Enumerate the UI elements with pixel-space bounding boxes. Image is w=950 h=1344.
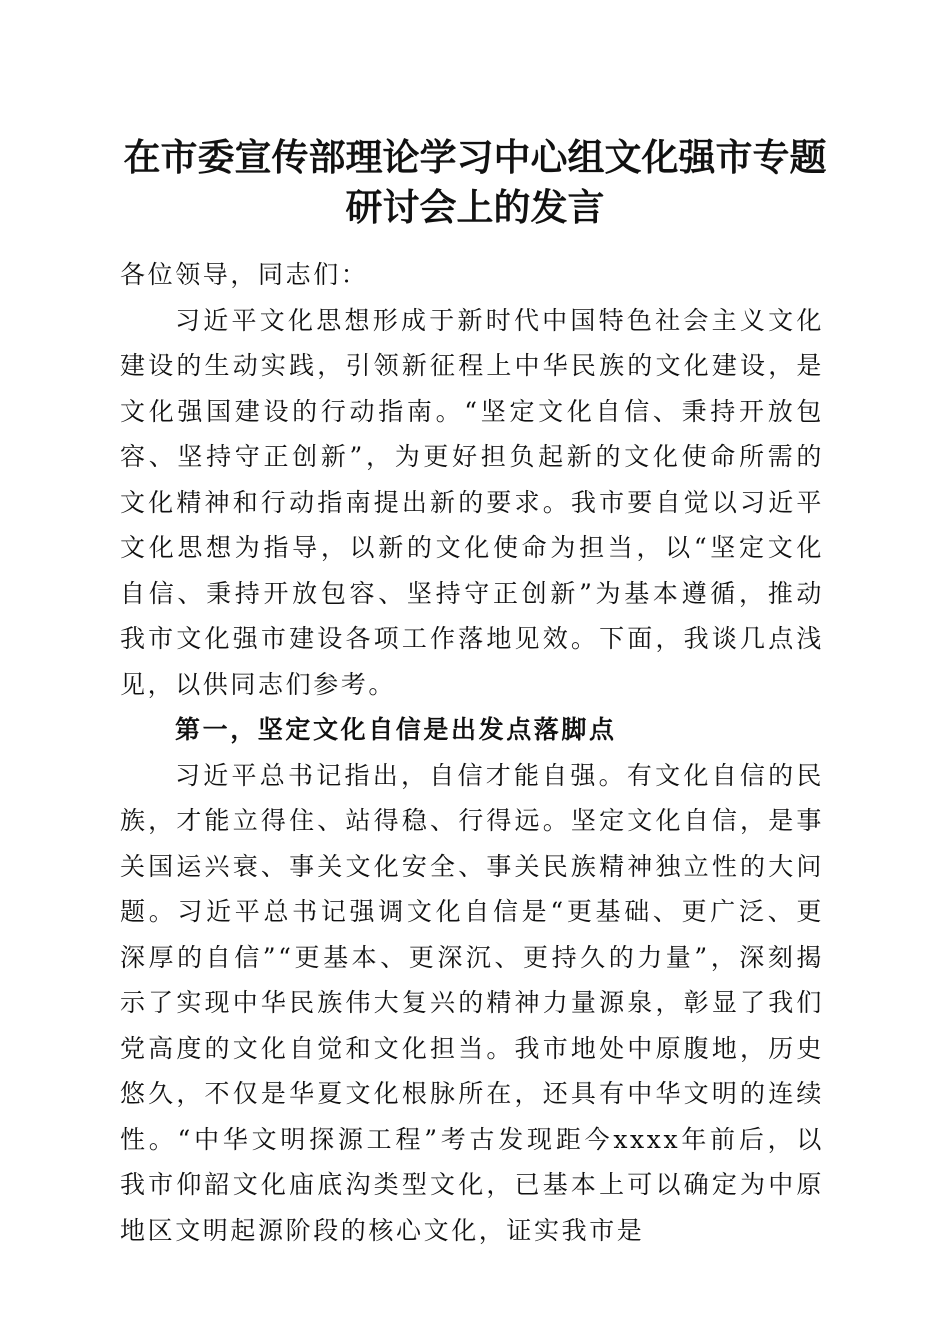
document-body: [120, 252, 824, 1253]
section-heading: 第一，坚定文化自信是出发点落脚点: [175, 715, 617, 744]
document-title: 在市委宣传部理论学习中心组文化强市专题研讨会上的发言: [123, 135, 827, 229]
section-paragraph: 习近平总书记指出，自信才能自强。有文化自信的民族，才能立得住、站得稳、行得远。坚定文化自信，是事关国运兴衰、事关文化安全、事关民族精神独立性的大问题。习近平总书记强调文化自信是“更基础、更广泛、更深厚的自信”“更基本、更深沉、更持久的力量”，深刻揭示了实现中华民族伟大复兴的精神力量源泉，彰显了我们党高度的文化自觉和文化担当。我市地处中原腹地，历史悠久，不仅是华夏文化根脉所在，还具有中华文明的连续性。“中华文明探源工程”考古发现距今xxxx年前后，以我市仰韶文化庙底沟类型文化，已基本上可以确定为中原地区文明起源阶段的核心文化，证实我市是: [120, 760, 824, 1245]
intro-paragraph: 习近平文化思想形成于新时代中国特色社会主义文化建设的生动实践，引领新征程上中华民族的文化建设，是文化强国建设的行动指南。“坚定文化自信、秉持开放包容、坚持守正创新”，为更好担负起新的文化使命所需的文化精神和行动指南提出新的要求。我市要自觉以习近平文化思想为指导，以新的文化使命为担当，以“坚定文化自信、秉持开放包容、坚持守正创新”为基本遵循，推动我市文化强市建设各项工作落地见效。下面，我谈几点浅见，以供同志们参考。: [120, 305, 824, 699]
salutation: 各位领导，同志们：: [120, 260, 369, 289]
